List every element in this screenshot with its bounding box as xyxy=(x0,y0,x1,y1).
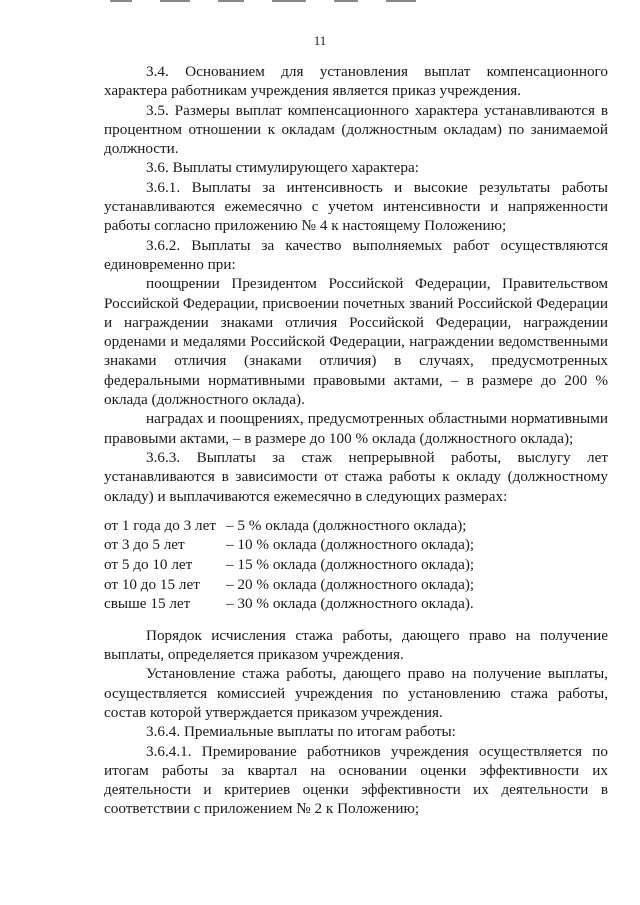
seniority-period: от 5 до 10 лет xyxy=(104,556,193,574)
seniority-rate: – 30 % оклада (должностного оклада). xyxy=(226,595,474,613)
table-row xyxy=(104,575,474,595)
paragraph-3-6-4: 3.6.4. Премиальные выплаты по итогам работы: xyxy=(146,723,456,741)
paragraph-encouragement: поощрении Президентом Российской Федерации, Правительством Российской Федерации, присвоении почетных званий Российской Федерации и награждении знаками отличия Российской Федерации, награждении орденами и медалями Российской Федерации, награждении ведомственными знаками отличия (знаками отличия) в случаях, предусмотренных федеральными нормативными правовыми актами, – в размере до 200 % оклада (должностного оклада). xyxy=(104,275,608,409)
paragraph-3-5: 3.5. Размеры выплат компенсационного характера устанавливаются в процентном отношении к окладам (должностным окладам) по занимаемой должности. xyxy=(104,101,608,158)
seniority-period: свыше 15 лет xyxy=(104,595,191,613)
paragraph-3-6-3: 3.6.3. Выплаты за стаж непрерывной работы, выслугу лет устанавливаются в зависимости от стажа работы к окладу (должностному окладу) и выплачиваются ежемесячно в следующих размерах: xyxy=(104,448,608,505)
paragraph-3-6-2: 3.6.2. Выплаты за качество выполняемых работ осуществляются единовременно при: xyxy=(104,236,608,273)
seniority-rate: – 10 % оклада (должностного оклада); xyxy=(226,536,475,554)
paragraph-regional-awards: наградах и поощрениях, предусмотренных областными нормативными правовыми актами, – в размере до 100 % оклада (должностного оклада); xyxy=(104,410,608,447)
paragraph-3-6: 3.6. Выплаты стимулирующего характера: xyxy=(146,159,419,177)
paragraph-3-6-1: 3.6.1. Выплаты за интенсивность и высокие результаты работы устанавливаются ежемесячно с учетом интенсивности и напряженности работы согласно приложению № 4 к настоящему Положению; xyxy=(104,178,608,235)
paragraph-3-6-4-1: 3.6.4.1. Премирование работников учреждения осуществляется по итогам работы за квартал на основании оценки эффективности их деятельности и критериев оценки эффективности их деятельности в соответствии с приложением № 2 к Положению; xyxy=(104,742,608,818)
scan-artifact-marks xyxy=(110,0,490,5)
seniority-period: от 1 года до 3 лет xyxy=(104,516,216,534)
paragraph-seniority-commission: Установление стажа работы, дающего право на получение выплаты, осуществляется комиссией учреждения по установлению стажа работы, состав которой утверждается приказом учреждения. xyxy=(104,665,608,721)
table-row xyxy=(104,535,474,555)
paragraph-calculation-order: Порядок исчисления стажа работы, дающего право на получение выплаты, определяется приказом учреждения. xyxy=(104,626,608,664)
page-number: 11 xyxy=(313,33,327,48)
document-body xyxy=(104,62,608,819)
seniority-rate: – 5 % оклада (должностного оклада); xyxy=(226,516,467,534)
seniority-rate: – 20 % оклада (должностного оклада); xyxy=(226,575,475,593)
table-row xyxy=(104,594,474,614)
paragraph-3-4: 3.4. Основанием для установления выплат компенсационного характера работникам учреждения является приказ учреждения. xyxy=(104,63,608,100)
seniority-scale-table xyxy=(104,516,474,614)
table-row xyxy=(104,555,474,575)
seniority-rate: – 15 % оклада (должностного оклада); xyxy=(226,556,475,574)
seniority-period: от 3 до 5 лет xyxy=(104,536,185,554)
table-row xyxy=(104,516,474,536)
seniority-period: от 10 до 15 лет xyxy=(104,575,200,593)
